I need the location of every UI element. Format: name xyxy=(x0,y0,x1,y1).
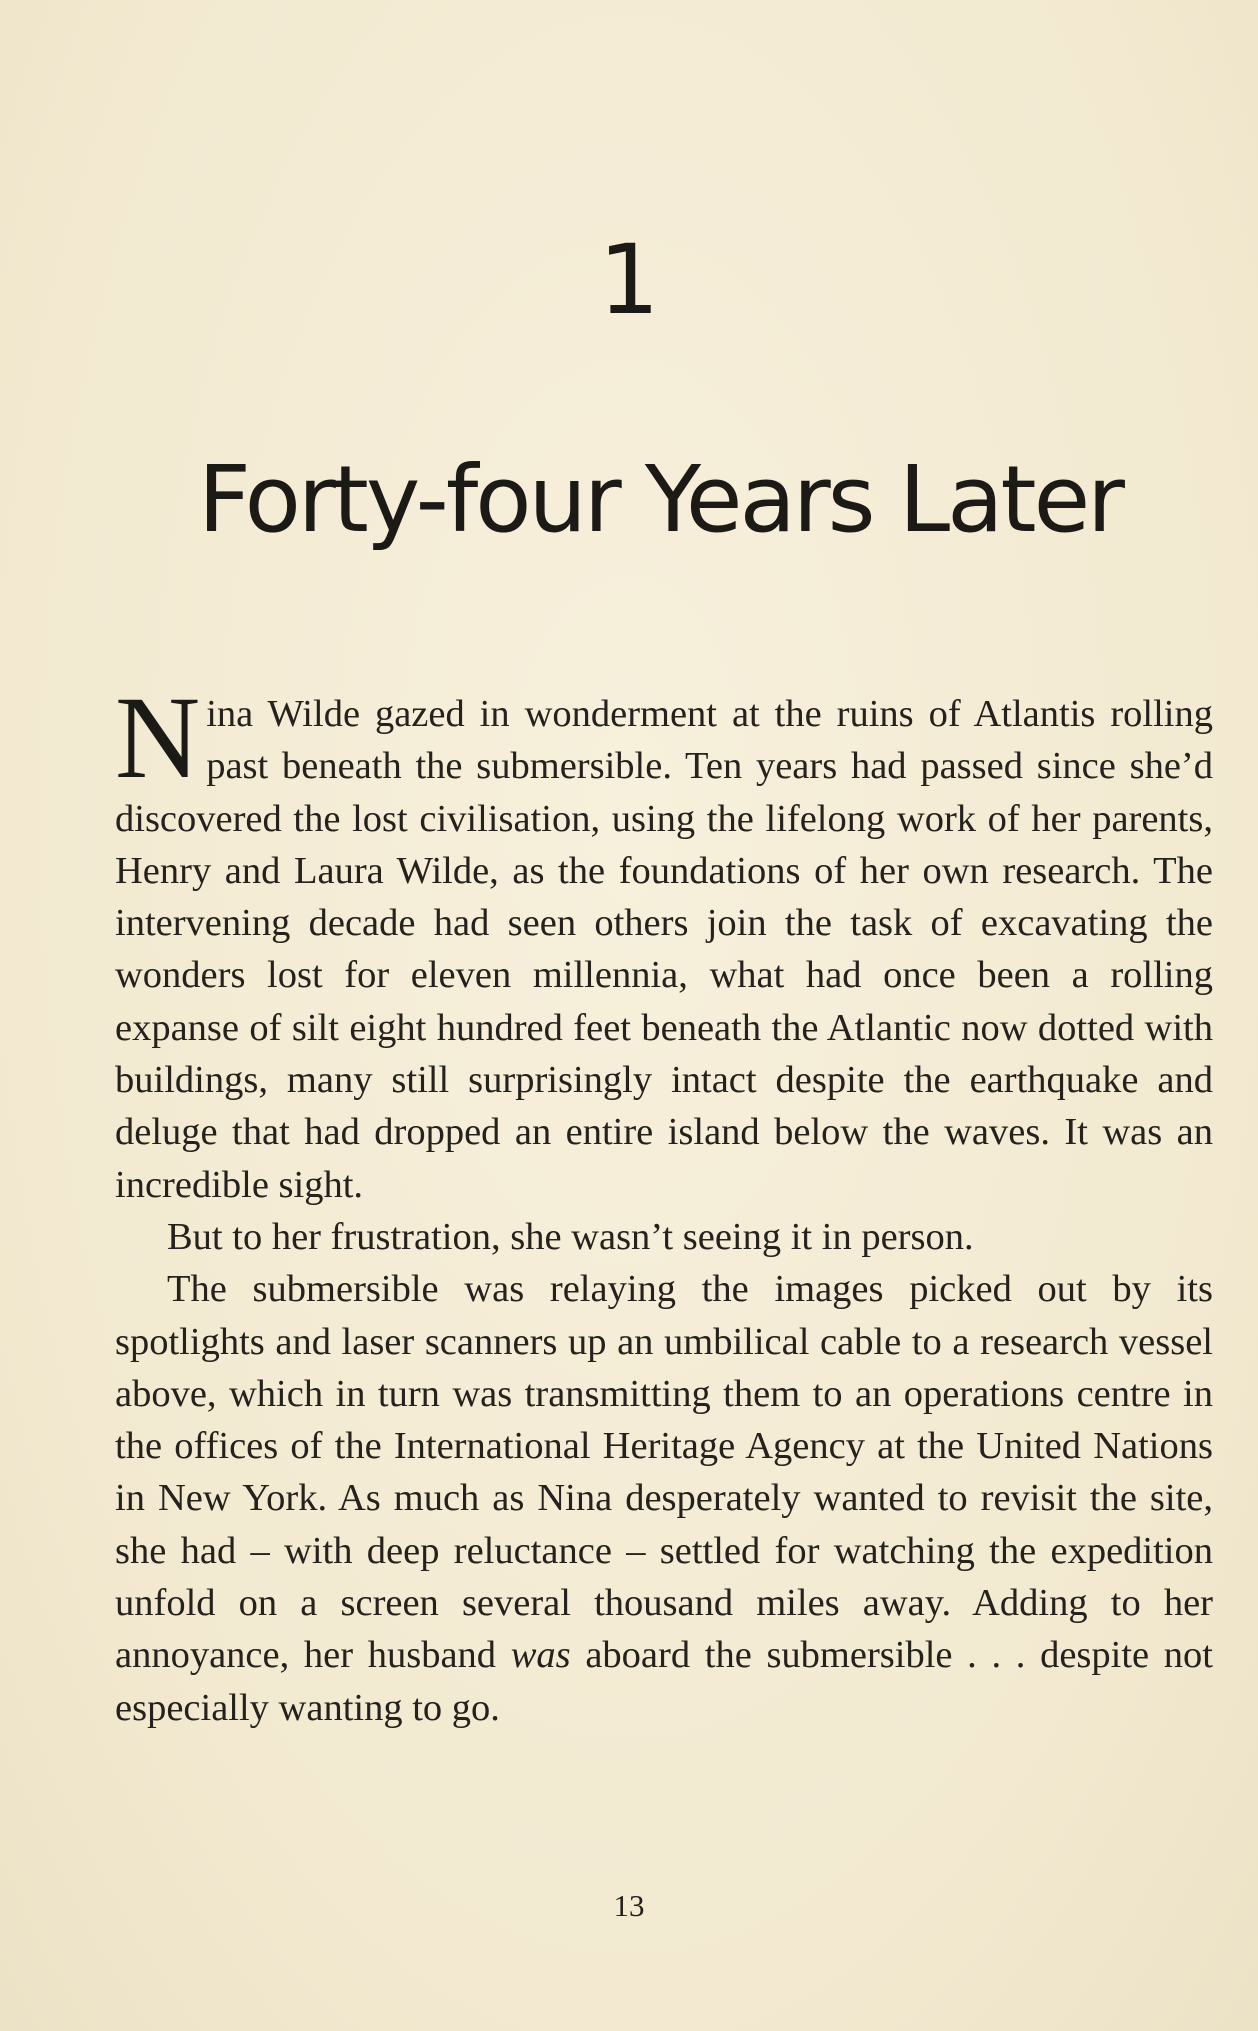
paragraph-1 xyxy=(115,672,1213,1211)
paragraph-3-text-start: The submersible was relaying the images picked out by its spotlights and laser scanners up an umbilical cable to a research vessel above, which in turn was transmitting them to an operations centre in the offices of the International Heritage Agency at the United Nations in New York. As much as Nina desperately wanted to revisit the site, she had – with deep reluctance – settled for watching the expedition unfold on a screen several thousand miles away. Adding to her annoyance, her husband xyxy=(115,1268,1213,1677)
paragraph-3-text-end: aboard the submersible . . . despite not especially wanting to go. xyxy=(115,1634,1213,1729)
paragraph-3 xyxy=(115,1263,1213,1734)
chapter-number: 1 xyxy=(598,224,660,336)
paragraph-3-emphasis: was xyxy=(510,1634,571,1677)
paragraph-1-text: ina Wilde gazed in wonderment at the ruins of Atlantis rolling past beneath the submersible. Ten years had passed since she’d discovered the lost civilisation, using the lifelong work of her parents, Henry and Laura Wilde, as the foundations of her own research. The intervening decade had seen others join the task of excavating the wonders lost for eleven millennia, what had once been a rolling expanse of silt eight hundred feet beneath the Atlantic now dotted with buildings, many still surprisingly intact despite the earthquake and deluge that had dropped an entire island below the waves. It was an incredible sight. xyxy=(115,693,1213,1206)
page-number: 13 xyxy=(613,1888,645,1923)
chapter-title: Forty-four Years Later xyxy=(198,446,1122,553)
chapter-body xyxy=(115,672,1213,1734)
drop-cap: N xyxy=(115,672,201,803)
paragraph-2: But to her frustration, she wasn’t seeing it in person. xyxy=(167,1215,974,1258)
